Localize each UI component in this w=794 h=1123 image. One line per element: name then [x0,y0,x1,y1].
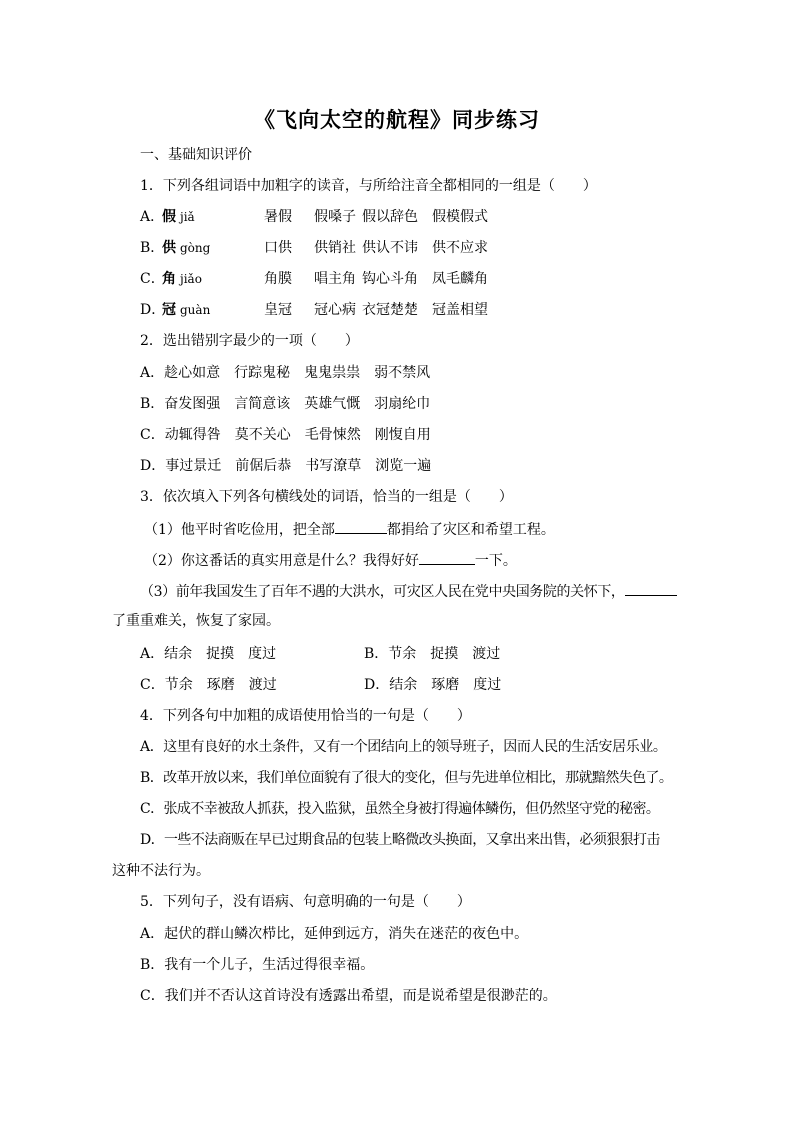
q4-option-c: C．张成不幸被敌人抓获，投入监狱，虽然全身被打得遍体鳞伤，但仍然坚守党的秘密。 [140,801,660,817]
q3-option-a: A．结余 捉摸 度过 [140,646,277,662]
q3-sentence-3-cont: 了重重难关，恢复了家园。 [112,613,280,629]
q3-option-c: C．节余 琢磨 渡过 [140,677,277,693]
section-heading: 一、基础知识评价 [140,147,252,163]
option-label: A． [140,209,165,225]
bold-char: 角 [162,271,176,287]
word-4: 凤毛麟角 [432,271,488,287]
word-1: 角膜 [264,271,292,287]
word-3: 衣冠楚楚 [362,302,418,318]
pinyin: gòng [180,241,211,255]
q5-option-c: C．我们并不否认这首诗没有透露出希望，而是说希望是很渺茫的。 [140,988,557,1004]
word-3: 钩心斗角 [362,271,418,287]
q5-option-b: B．我有一个儿子，生活过得很幸福。 [140,957,375,973]
pinyin: jiǎ [180,210,195,224]
q2-option-b: B．奋发图强 言简意该 英雄气慨 羽扇纶巾 [140,396,431,412]
option-label: C． [140,271,165,287]
fill-blank [335,518,387,534]
pinyin: guàn [180,303,211,317]
q3-sentence-1 [144,518,555,540]
sentence-text: （1）他平时省吃俭用，把全部 [144,522,335,538]
q2-option-c: C．动辄得咎 莫不关心 毛骨悚然 刚愎自用 [140,427,431,443]
word-1: 口供 [264,240,292,256]
q3-option-b: B．节余 捉摸 渡过 [364,646,501,662]
word-4: 假模假式 [432,209,488,225]
page-title: 《飞向太空的航程》同步练习 [254,107,540,132]
q1-option-b [140,238,660,258]
word-4: 冠盖相望 [432,302,488,318]
q5-stem: 5．下列句子，没有语病、句意明确的一句是（ ） [140,894,471,910]
q1-option-c [140,269,660,289]
bold-char: 假 [162,209,176,225]
word-3: 假以辞色 [362,209,418,225]
q1-option-a [140,207,660,227]
word-3: 供认不讳 [362,240,418,256]
word-1: 皇冠 [264,302,292,318]
sentence-text: 一下。 [474,553,517,569]
option-label: B． [140,240,165,256]
q4-stem: 4．下列各句中加粗的成语使用恰当的一句是（ ） [140,708,471,724]
word-2: 供销社 [314,240,356,256]
word-2: 唱主角 [314,271,356,287]
bold-char: 供 [162,240,176,256]
word-1: 暑假 [264,209,292,225]
sentence-text: 都捐给了灾区和希望工程。 [386,522,555,538]
q2-stem: 2．选出错别字最少的一项（ ） [140,333,359,349]
fill-blank [625,580,677,596]
q3-stem: 3．依次填入下列各句横线处的词语，恰当的一组是（ ） [140,489,513,505]
q2-option-d: D．事过景迁 前倨后恭 书写潦草 浏览一遍 [140,458,432,474]
q4-option-d: D．一些不法商贩在早已过期食品的包装上略微改头换面，又拿出来出售，必须狠狠打击 [140,832,660,848]
q3-sentence-3 [140,580,677,602]
q1-option-d [140,300,660,320]
pinyin: jiǎo [180,272,202,286]
q3-sentence-2 [144,549,517,571]
word-2: 冠心病 [314,302,356,318]
sentence-text: （3）前年我国发生了百年不遇的大洪水，可灾区人民在党中央国务院的关怀下， [140,584,625,600]
q5-option-a: A．起伏的群山鳞次栉比，延伸到远方，消失在迷茫的夜色中。 [140,926,529,942]
word-4: 供不应求 [432,240,488,256]
q4-option-a: A．这里有良好的水土条件，又有一个团结向上的领导班子，因而人民的生活安居乐业。 [140,739,667,755]
bold-char: 冠 [162,302,176,318]
q2-option-a: A．趁心如意 行踪鬼秘 鬼鬼祟祟 弱不禁风 [140,365,431,381]
option-label: D． [140,302,166,318]
sentence-text: （2）你这番话的真实用意是什么？我得好好 [144,553,419,569]
q1-stem: 1．下列各组词语中加粗字的读音，与所给注音全都相同的一组是（ ） [140,178,597,194]
word-2: 假嗓子 [314,209,356,225]
q4-option-d-cont: 这种不法行为。 [112,863,210,879]
fill-blank [419,549,475,565]
q3-option-d: D．结余 琢磨 度过 [364,677,502,693]
q4-option-b: B．改革开放以来，我们单位面貌有了很大的变化，但与先进单位相比，那就黯然失色了。 [140,770,673,786]
